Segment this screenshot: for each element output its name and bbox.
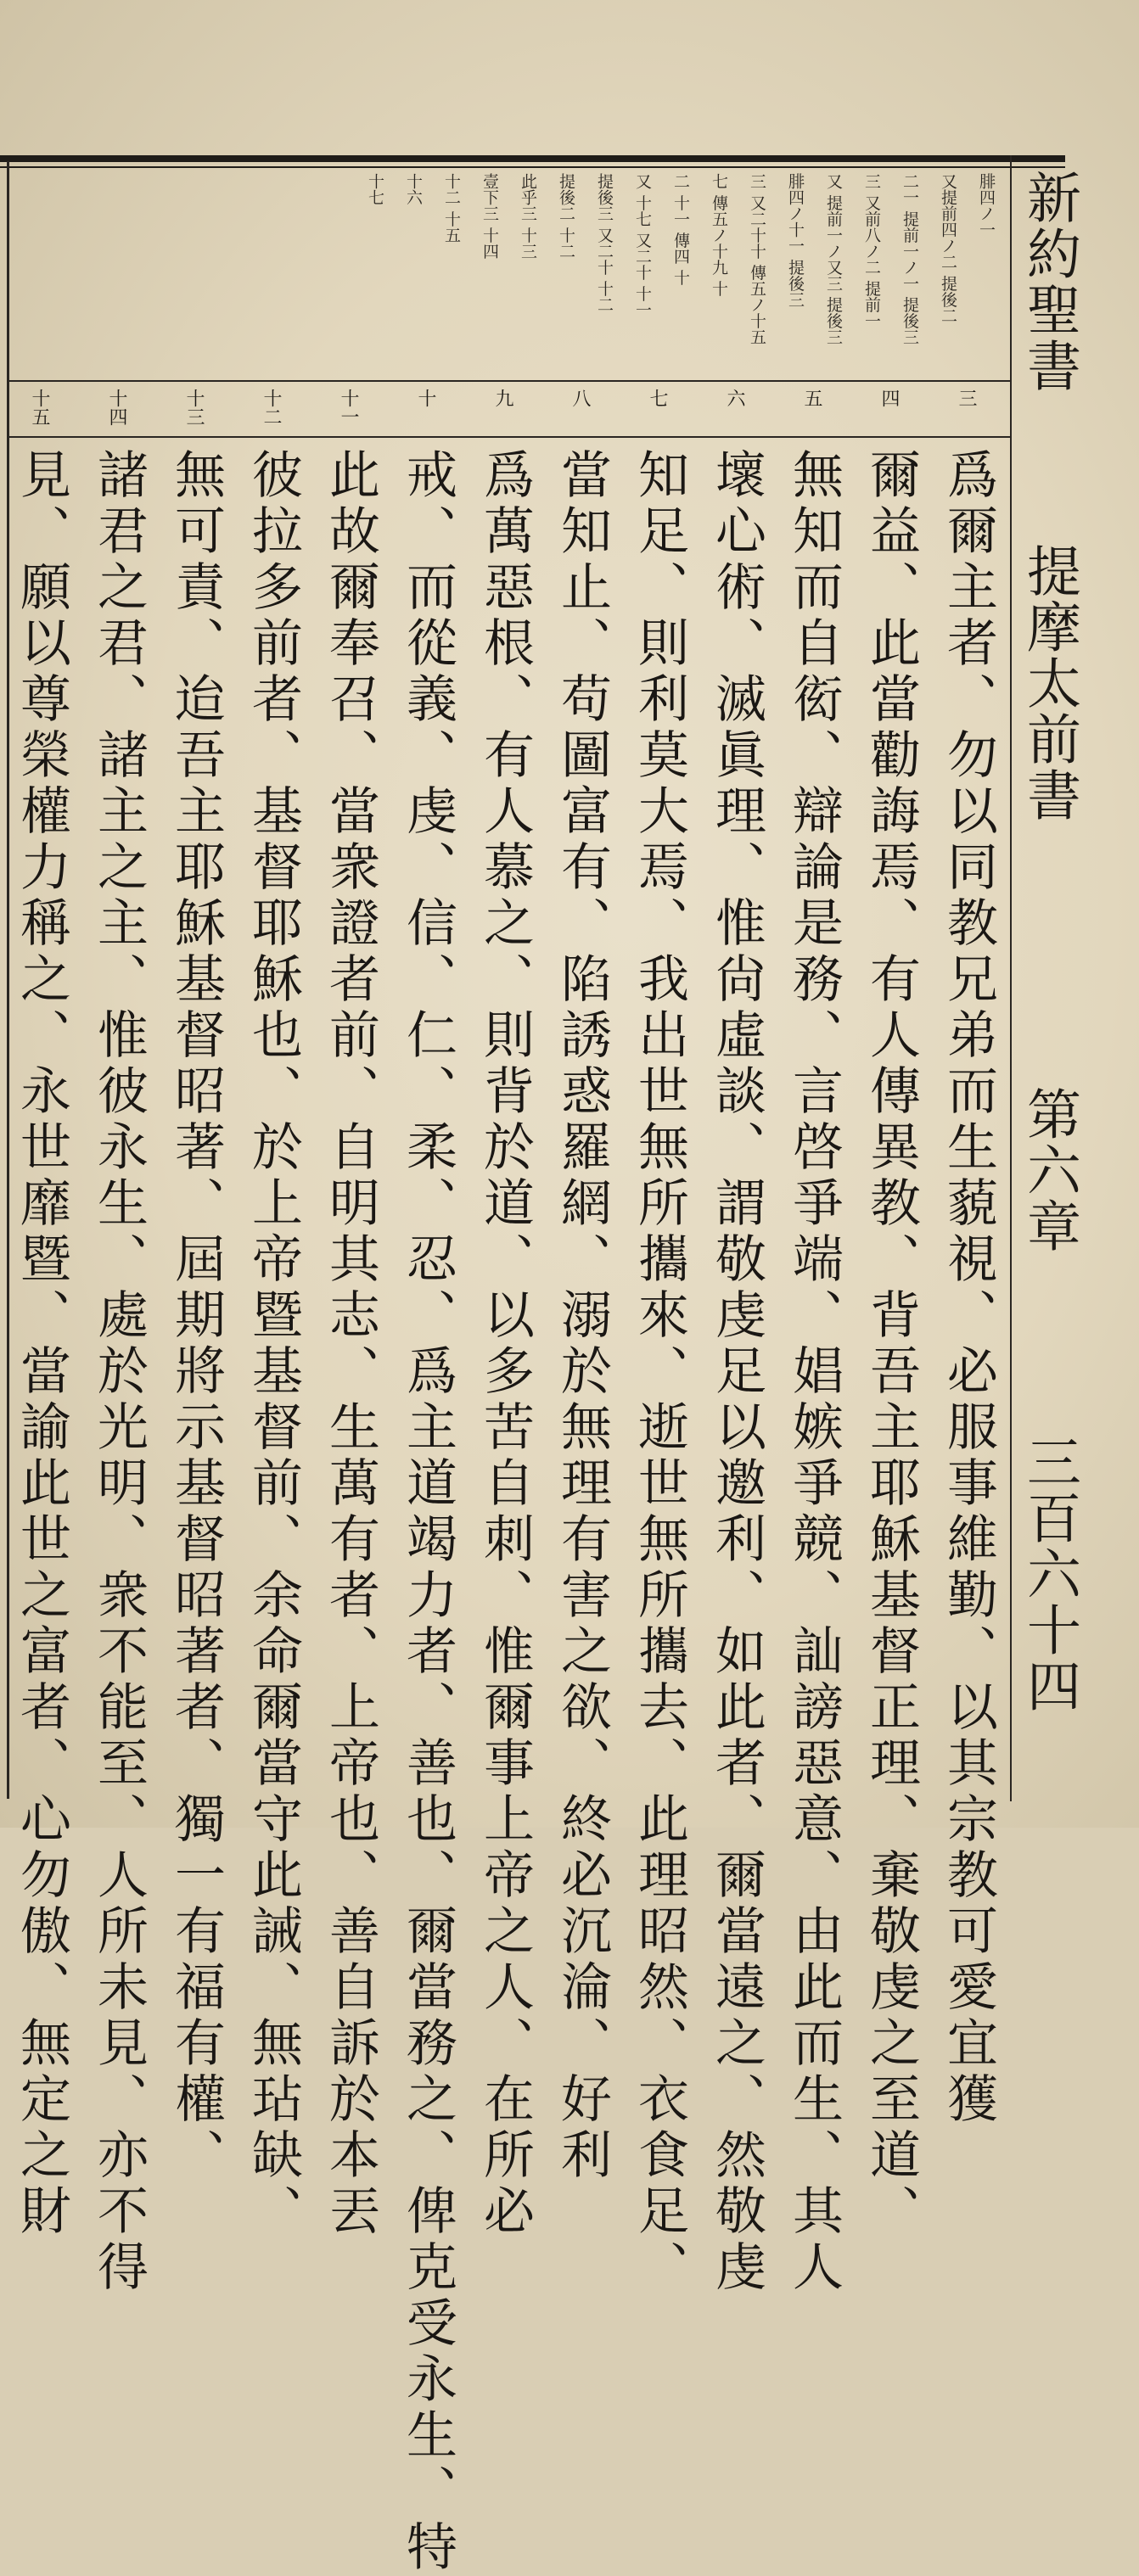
verse-marker: 三: [956, 389, 977, 407]
text-column: 當知止、苟圖富有、陷誘惑羅網、溺於無理有害之欲、終必沉淪、好利: [553, 448, 612, 2184]
running-header: [1015, 170, 1083, 1782]
book-collection-title: 新約聖書: [1018, 170, 1080, 394]
page-number: 三百六十四: [1018, 1434, 1080, 1714]
reference-entry: 提後二 十二: [557, 173, 575, 260]
reference-entry: 十二 十五: [442, 173, 461, 244]
reference-entry: 壹下三 十四: [480, 173, 499, 260]
reference-entry: 十六: [404, 173, 423, 205]
verse-marker: 四: [878, 389, 900, 407]
text-column: 此故爾奉召、當衆證者前、自明其志、生萬有者、上帝也、善自訴於本丟: [321, 448, 380, 2240]
text-column: 彼拉多前者、基督耶穌也、於上帝暨基督前、余命爾當守此誡、無玷缺、: [244, 448, 303, 2240]
verse-marker: 六: [724, 389, 745, 407]
text-column: 爲萬惡根、有人慕之、則背於道、以多苦自刺、惟爾事上帝之人、在所必: [475, 448, 535, 2240]
reference-entry: 腓四ノ十一 提後三: [786, 173, 805, 308]
reference-entry: 十七: [366, 173, 384, 205]
text-column: 無可責、迨吾主耶穌基督昭著、屆期將示基督昭著者、獨一有福有權、: [166, 448, 226, 2184]
verse-marker: 五: [801, 389, 822, 407]
scripture-text: [12, 448, 1007, 2576]
verse-marker: 十五: [29, 389, 50, 426]
header-divider: [1010, 155, 1012, 1801]
reference-entry: 三 又前八ノ二 提前一: [862, 173, 881, 329]
text-column: 戒、而從義、虔、信、仁、柔、忍、爲主道竭力者、善也、爾當務之、俾克受永生、特: [398, 448, 457, 2576]
reference-entry: 二 十一 傳四 十: [671, 173, 690, 286]
reference-entry: 腓四ノ一: [977, 173, 996, 238]
verse-marker: 十一: [338, 389, 359, 426]
reference-entry: 又提前四ノ二 提後二: [939, 173, 957, 324]
verse-marker: 十三: [183, 389, 205, 426]
reference-divider: [7, 380, 1010, 382]
reference-entry: 又 提前一ノ又三 提後三: [824, 173, 843, 345]
verse-marker: 十四: [106, 389, 127, 426]
verse-marker: 九: [492, 389, 513, 407]
text-column: 爲爾主者、勿以同教兄弟而生藐視、必服事維勤、以其宗教可愛宜獲: [939, 448, 998, 2128]
reference-entry: 又 十七 又二十 十一: [633, 173, 652, 318]
reference-entry: 提後三 又二十 十二: [595, 173, 614, 313]
verse-marker: 十二: [261, 389, 282, 426]
verse-marker: 七: [647, 389, 668, 407]
verse-marker: 十: [415, 389, 436, 407]
top-border-thin: [0, 166, 1065, 168]
chapter-label: 第六章: [1018, 1086, 1080, 1254]
top-border: [0, 155, 1065, 162]
text-column: 知足、則利莫大焉、我出世無所攜來、逝世無所攜去、此理昭然、衣食足、: [630, 448, 689, 2296]
cross-references: [12, 173, 1005, 377]
reference-entry: 七 傳五ノ十九 十: [710, 173, 728, 297]
verse-number-row: [12, 389, 1005, 431]
reference-entry: 二一 提前一ノ一 提後三: [901, 173, 919, 345]
text-column: 諸君之君、諸主之主、惟彼永生、處於光明、衆不能至、人所未見、亦不得: [89, 448, 149, 2296]
book-title: 提摩太前書: [1018, 543, 1080, 823]
verse-marker: 八: [570, 389, 591, 407]
text-column: 爾益、此當勸誨焉、有人傳異教、背吾主耶穌基督正理、棄敬虔之至道、: [861, 448, 921, 2240]
reference-entry: 此乎三 十三: [519, 173, 537, 260]
reference-entry: 三 又二十十 傳五ノ十五: [748, 173, 766, 345]
verse-number-divider: [7, 436, 1010, 438]
text-column: 壞心術、滅眞理、惟尙虛談、謂敬虔足以邀利、如此者、爾當遠之、然敬虔: [707, 448, 766, 2296]
text-column: 見、願以尊榮權力稱之、永世靡暨、當諭此世之富者、心勿傲、無定之財: [12, 448, 71, 2240]
verse-marker: [0, 389, 1, 431]
text-column: 無知而自衒、辯論是務、言啓爭端、娼嫉爭競、訕謗惡意、由此而生、其人: [784, 448, 844, 2296]
